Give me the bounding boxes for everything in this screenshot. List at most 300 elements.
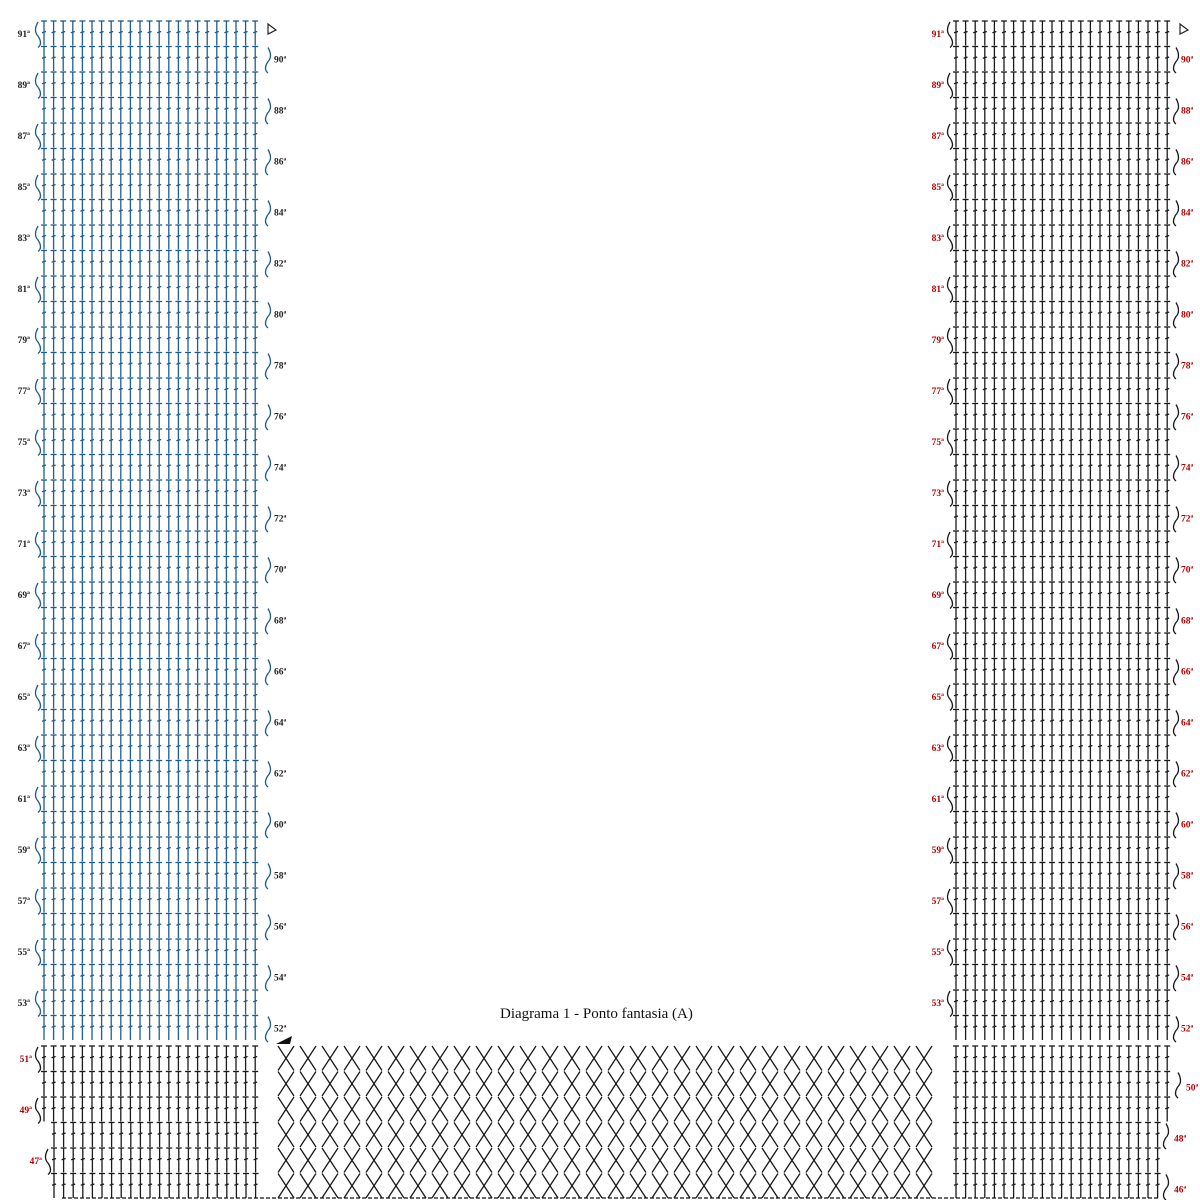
double-crochet-stitch <box>195 1097 201 1122</box>
double-crochet-stitch <box>185 914 191 939</box>
crossed-stitch <box>850 1174 866 1199</box>
double-crochet-stitch <box>127 939 133 964</box>
double-crochet-stitch <box>41 21 47 46</box>
double-crochet-stitch <box>243 276 249 301</box>
row-number-label: 64ª <box>1181 718 1194 729</box>
double-crochet-stitch <box>118 480 124 505</box>
double-crochet-stitch <box>1107 1072 1113 1097</box>
double-crochet-stitch <box>185 990 191 1015</box>
double-crochet-stitch <box>1068 837 1074 862</box>
double-crochet-stitch <box>147 1072 153 1097</box>
double-crochet-stitch <box>214 404 220 429</box>
double-crochet-stitch <box>79 939 85 964</box>
turning-chain <box>1174 558 1179 584</box>
double-crochet-stitch <box>175 939 181 964</box>
double-crochet-stitch <box>1145 1097 1151 1122</box>
double-crochet-stitch <box>252 710 258 735</box>
double-crochet-stitch <box>156 1046 162 1071</box>
double-crochet-stitch <box>982 200 988 225</box>
double-crochet-stitch <box>214 378 220 403</box>
double-crochet-stitch <box>253 1123 259 1148</box>
left-row <box>41 863 287 890</box>
double-crochet-stitch <box>252 480 258 505</box>
double-crochet-stitch <box>1164 837 1170 862</box>
double-crochet-stitch <box>953 480 959 505</box>
double-crochet-stitch <box>1059 786 1065 811</box>
double-crochet-stitch <box>204 123 210 148</box>
double-crochet-stitch <box>1107 684 1113 709</box>
double-crochet-stitch <box>223 98 229 123</box>
double-crochet-stitch <box>127 429 133 454</box>
double-crochet-stitch <box>1164 888 1170 913</box>
double-crochet-stitch <box>223 863 229 888</box>
left-row <box>41 353 287 380</box>
double-crochet-stitch <box>1078 1097 1084 1122</box>
double-crochet-stitch <box>1126 123 1132 148</box>
double-crochet-stitch <box>223 786 229 811</box>
crossed-stitch <box>300 1123 316 1148</box>
double-crochet-stitch <box>1155 659 1161 684</box>
double-crochet-stitch <box>1126 225 1132 250</box>
double-crochet-stitch <box>1135 251 1141 276</box>
double-crochet-stitch <box>1116 812 1122 837</box>
double-crochet-stitch <box>166 608 172 633</box>
double-crochet-stitch <box>991 200 997 225</box>
double-crochet-stitch <box>233 378 239 403</box>
double-crochet-stitch <box>953 1072 959 1097</box>
double-crochet-stitch <box>972 47 978 72</box>
double-crochet-stitch <box>223 276 229 301</box>
double-crochet-stitch <box>127 863 133 888</box>
row-number-label: 77ª <box>931 387 944 397</box>
left-row <box>41 149 287 176</box>
double-crochet-stitch <box>89 710 95 735</box>
double-crochet-stitch <box>60 47 66 72</box>
double-crochet-stitch <box>1049 1123 1055 1148</box>
double-crochet-stitch <box>1078 888 1084 913</box>
double-crochet-stitch <box>79 582 85 607</box>
double-crochet-stitch <box>252 939 258 964</box>
double-crochet-stitch <box>60 837 66 862</box>
double-crochet-stitch <box>127 735 133 760</box>
double-crochet-stitch <box>223 149 229 174</box>
row-number-label: 65ª <box>931 693 944 703</box>
double-crochet-stitch <box>195 735 201 760</box>
double-crochet-stitch <box>1145 1174 1151 1199</box>
double-crochet-stitch <box>214 1123 220 1148</box>
double-crochet-stitch <box>243 1148 249 1173</box>
double-crochet-stitch <box>156 1016 162 1041</box>
double-crochet-stitch <box>233 965 239 990</box>
double-crochet-stitch <box>243 863 249 888</box>
double-crochet-stitch <box>166 1072 172 1097</box>
double-crochet-stitch <box>1145 735 1151 760</box>
double-crochet-stitch <box>1107 404 1113 429</box>
double-crochet-stitch <box>1097 200 1103 225</box>
double-crochet-stitch <box>1039 633 1045 658</box>
double-crochet-stitch <box>127 837 133 862</box>
double-crochet-stitch <box>127 1046 133 1071</box>
double-crochet-stitch <box>41 582 47 607</box>
double-crochet-stitch <box>1020 735 1026 760</box>
double-crochet-stitch <box>1039 837 1045 862</box>
turning-chain <box>948 481 953 507</box>
double-crochet-stitch <box>51 302 57 327</box>
double-crochet-stitch <box>79 72 85 97</box>
double-crochet-stitch <box>89 837 95 862</box>
turning-chain <box>36 73 41 99</box>
double-crochet-stitch <box>243 786 249 811</box>
double-crochet-stitch <box>137 939 143 964</box>
double-crochet-stitch <box>41 786 47 811</box>
turning-chain <box>948 430 953 456</box>
double-crochet-stitch <box>1011 761 1017 786</box>
double-crochet-stitch <box>195 761 201 786</box>
double-crochet-stitch <box>1155 1123 1161 1148</box>
double-crochet-stitch <box>99 557 105 582</box>
double-crochet-stitch <box>963 531 969 556</box>
double-crochet-stitch <box>953 557 959 582</box>
double-crochet-stitch <box>1107 1148 1113 1173</box>
double-crochet-stitch <box>185 786 191 811</box>
double-crochet-stitch <box>195 353 201 378</box>
crossed-stitch <box>916 1148 932 1173</box>
double-crochet-stitch <box>982 72 988 97</box>
row-number-label: 53ª <box>931 999 944 1009</box>
double-crochet-stitch <box>128 1174 134 1199</box>
double-crochet-stitch <box>1155 837 1161 862</box>
double-crochet-stitch <box>972 1123 978 1148</box>
double-crochet-stitch <box>1107 608 1113 633</box>
double-crochet-stitch <box>963 200 969 225</box>
double-crochet-stitch <box>156 47 162 72</box>
double-crochet-stitch <box>51 455 57 480</box>
crossed-stitch <box>674 1123 690 1148</box>
row-number-label: 55ª <box>931 948 944 958</box>
double-crochet-stitch <box>223 302 229 327</box>
double-crochet-stitch <box>205 1123 211 1148</box>
double-crochet-stitch <box>233 531 239 556</box>
double-crochet-stitch <box>1039 1072 1045 1097</box>
double-crochet-stitch <box>1116 659 1122 684</box>
double-crochet-stitch <box>991 251 997 276</box>
crossed-stitch <box>894 1072 910 1097</box>
turning-chain <box>36 940 41 966</box>
crossed-stitch <box>366 1148 382 1173</box>
double-crochet-stitch <box>1135 225 1141 250</box>
double-crochet-stitch <box>1107 276 1113 301</box>
double-crochet-stitch <box>233 761 239 786</box>
double-crochet-stitch <box>223 914 229 939</box>
double-crochet-stitch <box>1059 531 1065 556</box>
double-crochet-stitch <box>953 455 959 480</box>
double-crochet-stitch <box>1068 965 1074 990</box>
double-crochet-stitch <box>195 480 201 505</box>
double-crochet-stitch <box>1126 47 1132 72</box>
double-crochet-stitch <box>991 888 997 913</box>
double-crochet-stitch <box>1068 786 1074 811</box>
double-crochet-stitch <box>204 302 210 327</box>
double-crochet-stitch <box>1049 914 1055 939</box>
double-crochet-stitch <box>175 302 181 327</box>
double-crochet-stitch <box>1145 939 1151 964</box>
double-crochet-stitch <box>89 225 95 250</box>
double-crochet-stitch <box>1107 914 1113 939</box>
double-crochet-stitch <box>1020 506 1026 531</box>
crossed-stitch <box>872 1046 888 1071</box>
double-crochet-stitch <box>1107 149 1113 174</box>
double-crochet-stitch <box>1116 174 1122 199</box>
double-crochet-stitch <box>1155 710 1161 735</box>
double-crochet-stitch <box>1011 557 1017 582</box>
double-crochet-stitch <box>1135 123 1141 148</box>
row-number-label: 80ª <box>274 310 287 321</box>
double-crochet-stitch <box>1049 302 1055 327</box>
double-crochet-stitch <box>982 914 988 939</box>
double-crochet-stitch <box>1001 455 1007 480</box>
double-crochet-stitch <box>953 633 959 658</box>
double-crochet-stitch <box>1107 786 1113 811</box>
double-crochet-stitch <box>243 149 249 174</box>
crossed-stitch <box>828 1072 844 1097</box>
double-crochet-stitch <box>991 786 997 811</box>
double-crochet-stitch <box>1049 888 1055 913</box>
turning-chain <box>948 226 953 252</box>
crossed-stitch <box>344 1046 360 1071</box>
double-crochet-stitch <box>175 1016 181 1041</box>
row-number-label: 80ª <box>1181 310 1194 321</box>
double-crochet-stitch <box>156 684 162 709</box>
double-crochet-stitch <box>204 914 210 939</box>
turning-chain <box>266 660 271 686</box>
double-crochet-stitch <box>1145 98 1151 123</box>
row-number-label: 91ª <box>931 30 944 40</box>
turning-chain <box>36 277 41 303</box>
double-crochet-stitch <box>166 149 172 174</box>
double-crochet-stitch <box>1078 1174 1084 1199</box>
double-crochet-stitch <box>166 812 172 837</box>
double-crochet-stitch <box>953 378 959 403</box>
double-crochet-stitch <box>204 327 210 352</box>
double-crochet-stitch <box>1011 965 1017 990</box>
double-crochet-stitch <box>79 633 85 658</box>
double-crochet-stitch <box>1068 378 1074 403</box>
double-crochet-stitch <box>204 939 210 964</box>
double-crochet-stitch <box>1087 608 1093 633</box>
double-crochet-stitch <box>70 455 76 480</box>
double-crochet-stitch <box>108 557 114 582</box>
double-crochet-stitch <box>204 455 210 480</box>
crossed-stitch <box>300 1148 316 1173</box>
double-crochet-stitch <box>70 98 76 123</box>
double-crochet-stitch <box>252 47 258 72</box>
double-crochet-stitch <box>982 123 988 148</box>
double-crochet-stitch <box>243 47 249 72</box>
double-crochet-stitch <box>99 608 105 633</box>
double-crochet-stitch <box>185 455 191 480</box>
double-crochet-stitch <box>1068 480 1074 505</box>
double-crochet-stitch <box>1126 1174 1132 1199</box>
right-row <box>932 633 1171 660</box>
double-crochet-stitch <box>1049 1097 1055 1122</box>
double-crochet-stitch <box>99 863 105 888</box>
double-crochet-stitch <box>214 47 220 72</box>
double-crochet-stitch <box>156 276 162 301</box>
double-crochet-stitch <box>233 404 239 429</box>
double-crochet-stitch <box>147 276 153 301</box>
double-crochet-stitch <box>137 251 143 276</box>
double-crochet-stitch <box>51 149 57 174</box>
double-crochet-stitch <box>1107 1174 1113 1199</box>
right-row <box>953 302 1194 329</box>
double-crochet-stitch <box>70 786 76 811</box>
double-crochet-stitch <box>252 914 258 939</box>
double-crochet-stitch <box>166 557 172 582</box>
double-crochet-stitch <box>1126 429 1132 454</box>
crossed-stitch <box>498 1097 514 1122</box>
double-crochet-stitch <box>1001 1046 1007 1071</box>
double-crochet-stitch <box>953 429 959 454</box>
double-crochet-stitch <box>1068 812 1074 837</box>
double-crochet-stitch <box>127 710 133 735</box>
right-row <box>932 531 1171 558</box>
double-crochet-stitch <box>1164 1072 1170 1097</box>
double-crochet-stitch <box>99 1123 105 1148</box>
right-panel-chart <box>932 21 1194 1042</box>
double-crochet-stitch <box>1116 786 1122 811</box>
double-crochet-stitch <box>89 557 95 582</box>
crossed-stitch <box>586 1148 602 1173</box>
double-crochet-stitch <box>1011 1148 1017 1173</box>
double-crochet-stitch <box>1155 608 1161 633</box>
double-crochet-stitch <box>99 837 105 862</box>
double-crochet-stitch <box>982 582 988 607</box>
turning-chain <box>1174 711 1179 737</box>
double-crochet-stitch <box>1078 710 1084 735</box>
double-crochet-stitch <box>963 1123 969 1148</box>
crossed-stitch <box>916 1123 932 1148</box>
double-crochet-stitch <box>1049 735 1055 760</box>
double-crochet-stitch <box>99 149 105 174</box>
double-crochet-stitch <box>1049 353 1055 378</box>
row-number-label: 63ª <box>931 744 944 754</box>
double-crochet-stitch <box>127 633 133 658</box>
double-crochet-stitch <box>60 353 66 378</box>
double-crochet-stitch <box>1126 914 1132 939</box>
double-crochet-stitch <box>1011 174 1017 199</box>
double-crochet-stitch <box>175 174 181 199</box>
double-crochet-stitch <box>1164 965 1170 990</box>
double-crochet-stitch <box>1135 1016 1141 1041</box>
double-crochet-stitch <box>991 480 997 505</box>
turning-chain <box>1164 1124 1169 1150</box>
double-crochet-stitch <box>137 200 143 225</box>
double-crochet-stitch <box>1145 608 1151 633</box>
double-crochet-stitch <box>166 480 172 505</box>
double-crochet-stitch <box>233 353 239 378</box>
right-row <box>953 659 1194 686</box>
double-crochet-stitch <box>963 1046 969 1071</box>
double-crochet-stitch <box>1164 863 1170 888</box>
crossed-stitch <box>894 1148 910 1173</box>
double-crochet-stitch <box>963 378 969 403</box>
diagram-title: Diagrama 1 - Ponto fantasia (A) <box>500 1006 693 1022</box>
crossed-stitch <box>608 1148 624 1173</box>
double-crochet-stitch <box>118 404 124 429</box>
double-crochet-stitch <box>214 276 220 301</box>
left-row <box>41 404 287 431</box>
double-crochet-stitch <box>185 888 191 913</box>
double-crochet-stitch <box>963 404 969 429</box>
double-crochet-stitch <box>1011 608 1017 633</box>
double-crochet-stitch <box>127 582 133 607</box>
double-crochet-stitch <box>60 455 66 480</box>
double-crochet-stitch <box>1039 939 1045 964</box>
double-crochet-stitch <box>1030 149 1036 174</box>
left-row <box>18 480 259 507</box>
double-crochet-stitch <box>243 1072 249 1097</box>
double-crochet-stitch <box>147 98 153 123</box>
double-crochet-stitch <box>233 327 239 352</box>
double-crochet-stitch <box>60 429 66 454</box>
double-crochet-stitch <box>51 1148 57 1173</box>
double-crochet-stitch <box>1001 47 1007 72</box>
double-crochet-stitch <box>108 1016 114 1041</box>
turning-chain <box>948 277 953 303</box>
double-crochet-stitch <box>79 914 85 939</box>
double-crochet-stitch <box>1078 47 1084 72</box>
double-crochet-stitch <box>70 353 76 378</box>
double-crochet-stitch <box>1135 353 1141 378</box>
double-crochet-stitch <box>156 404 162 429</box>
double-crochet-stitch <box>127 21 133 46</box>
double-crochet-stitch <box>60 404 66 429</box>
crossed-stitch <box>520 1148 536 1173</box>
double-crochet-stitch <box>1097 633 1103 658</box>
double-crochet-stitch <box>1020 302 1026 327</box>
double-crochet-stitch <box>41 633 47 658</box>
double-crochet-stitch <box>1039 710 1045 735</box>
double-crochet-stitch <box>51 990 57 1015</box>
double-crochet-stitch <box>60 710 66 735</box>
double-crochet-stitch <box>1087 914 1093 939</box>
double-crochet-stitch <box>1078 812 1084 837</box>
double-crochet-stitch <box>147 429 153 454</box>
double-crochet-stitch <box>108 914 114 939</box>
double-crochet-stitch <box>1030 582 1036 607</box>
double-crochet-stitch <box>1059 888 1065 913</box>
double-crochet-stitch <box>1011 225 1017 250</box>
left-row <box>18 123 259 150</box>
double-crochet-stitch <box>89 684 95 709</box>
double-crochet-stitch <box>1097 531 1103 556</box>
double-crochet-stitch <box>1049 786 1055 811</box>
double-crochet-stitch <box>972 1174 978 1199</box>
double-crochet-stitch <box>1078 965 1084 990</box>
double-crochet-stitch <box>204 72 210 97</box>
row-number-label: 75ª <box>17 438 30 448</box>
double-crochet-stitch <box>1068 557 1074 582</box>
double-crochet-stitch <box>991 1123 997 1148</box>
double-crochet-stitch <box>41 1072 47 1097</box>
double-crochet-stitch <box>953 684 959 709</box>
double-crochet-stitch <box>204 812 210 837</box>
double-crochet-stitch <box>1039 1016 1045 1041</box>
double-crochet-stitch <box>963 888 969 913</box>
row-number-label: 70ª <box>274 565 287 576</box>
double-crochet-stitch <box>1011 1097 1017 1122</box>
double-crochet-stitch <box>1126 1123 1132 1148</box>
